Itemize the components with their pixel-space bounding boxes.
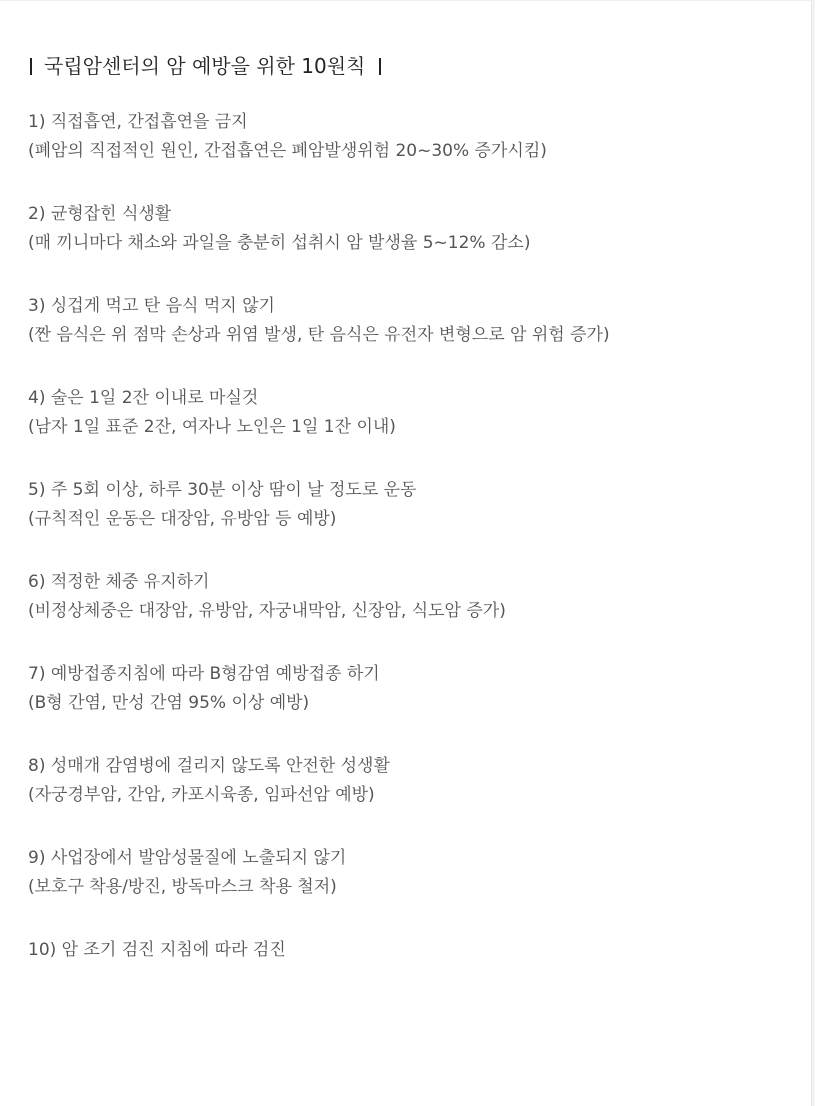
rule-item (28, 476, 788, 534)
rule-main-text: 9) 사업장에서 발암성물질에 노출되지 않기 (28, 848, 347, 868)
rule-item (28, 568, 788, 626)
rule-item (28, 936, 788, 965)
rule-note-text: (비정상체중은 대장암, 유방암, 자궁내막암, 신장암, 식도암 증가) (28, 601, 506, 621)
rule-main-text: 5) 주 5회 이상, 하루 30분 이상 땀이 날 정도로 운동 (28, 480, 417, 500)
rule-item (28, 844, 788, 902)
title-text: 국립암센터의 암 예방을 위한 10원칙 (44, 54, 366, 78)
rule-main-text: 7) 예방접종지침에 따라 B형감염 예방접종 하기 (28, 664, 380, 684)
rule-item (28, 752, 788, 810)
title-bar-left (30, 58, 32, 75)
rule-item (28, 108, 788, 166)
rule-note-text: (매 끼니마다 채소와 과일을 충분히 섭취시 암 발생율 5~12% 감소) (28, 233, 531, 253)
rule-note-text: (규칙적인 운동은 대장암, 유방암 등 예방) (28, 509, 337, 529)
rule-item (28, 660, 788, 718)
rule-main-text: 8) 성매개 감염병에 걸리지 않도록 안전한 성생활 (28, 756, 390, 776)
rule-item (28, 200, 788, 258)
document-content (28, 50, 788, 965)
page-title (28, 50, 788, 82)
rule-main-text: 6) 적정한 체중 유지하기 (28, 572, 210, 592)
rule-note-text: (짠 음식은 위 점막 손상과 위염 발생, 탄 음식은 유전자 변형으로 암 위험 증가) (28, 325, 610, 345)
rule-note-text: (폐암의 직접적인 원인, 간접흡연은 폐암발생위험 20~30% 증가시킴) (28, 141, 547, 161)
rule-main-text: 3) 싱겁게 먹고 탄 음식 먹지 않기 (28, 296, 275, 316)
rule-item (28, 292, 788, 350)
rule-note-text: (남자 1일 표준 2잔, 여자나 노인은 1일 1잔 이내) (28, 417, 396, 437)
rule-main-text: 1) 직접흡연, 간접흡연을 금지 (28, 112, 248, 132)
rule-note-text: (자궁경부암, 간암, 카포시육종, 임파선암 예방) (28, 785, 375, 805)
rule-note-text: (B형 간염, 만성 간염 95% 이상 예방) (28, 693, 310, 713)
rule-note-text: (보호구 착용/방진, 방독마스크 착용 철저) (28, 877, 337, 897)
title-bar-right (379, 58, 381, 75)
rule-item (28, 384, 788, 442)
rule-main-text: 4) 술은 1일 2잔 이내로 마실것 (28, 388, 259, 408)
rule-main-text: 2) 균형잡힌 식생활 (28, 204, 172, 224)
rule-main-text: 10) 암 조기 검진 지침에 따라 검진 (28, 940, 286, 960)
